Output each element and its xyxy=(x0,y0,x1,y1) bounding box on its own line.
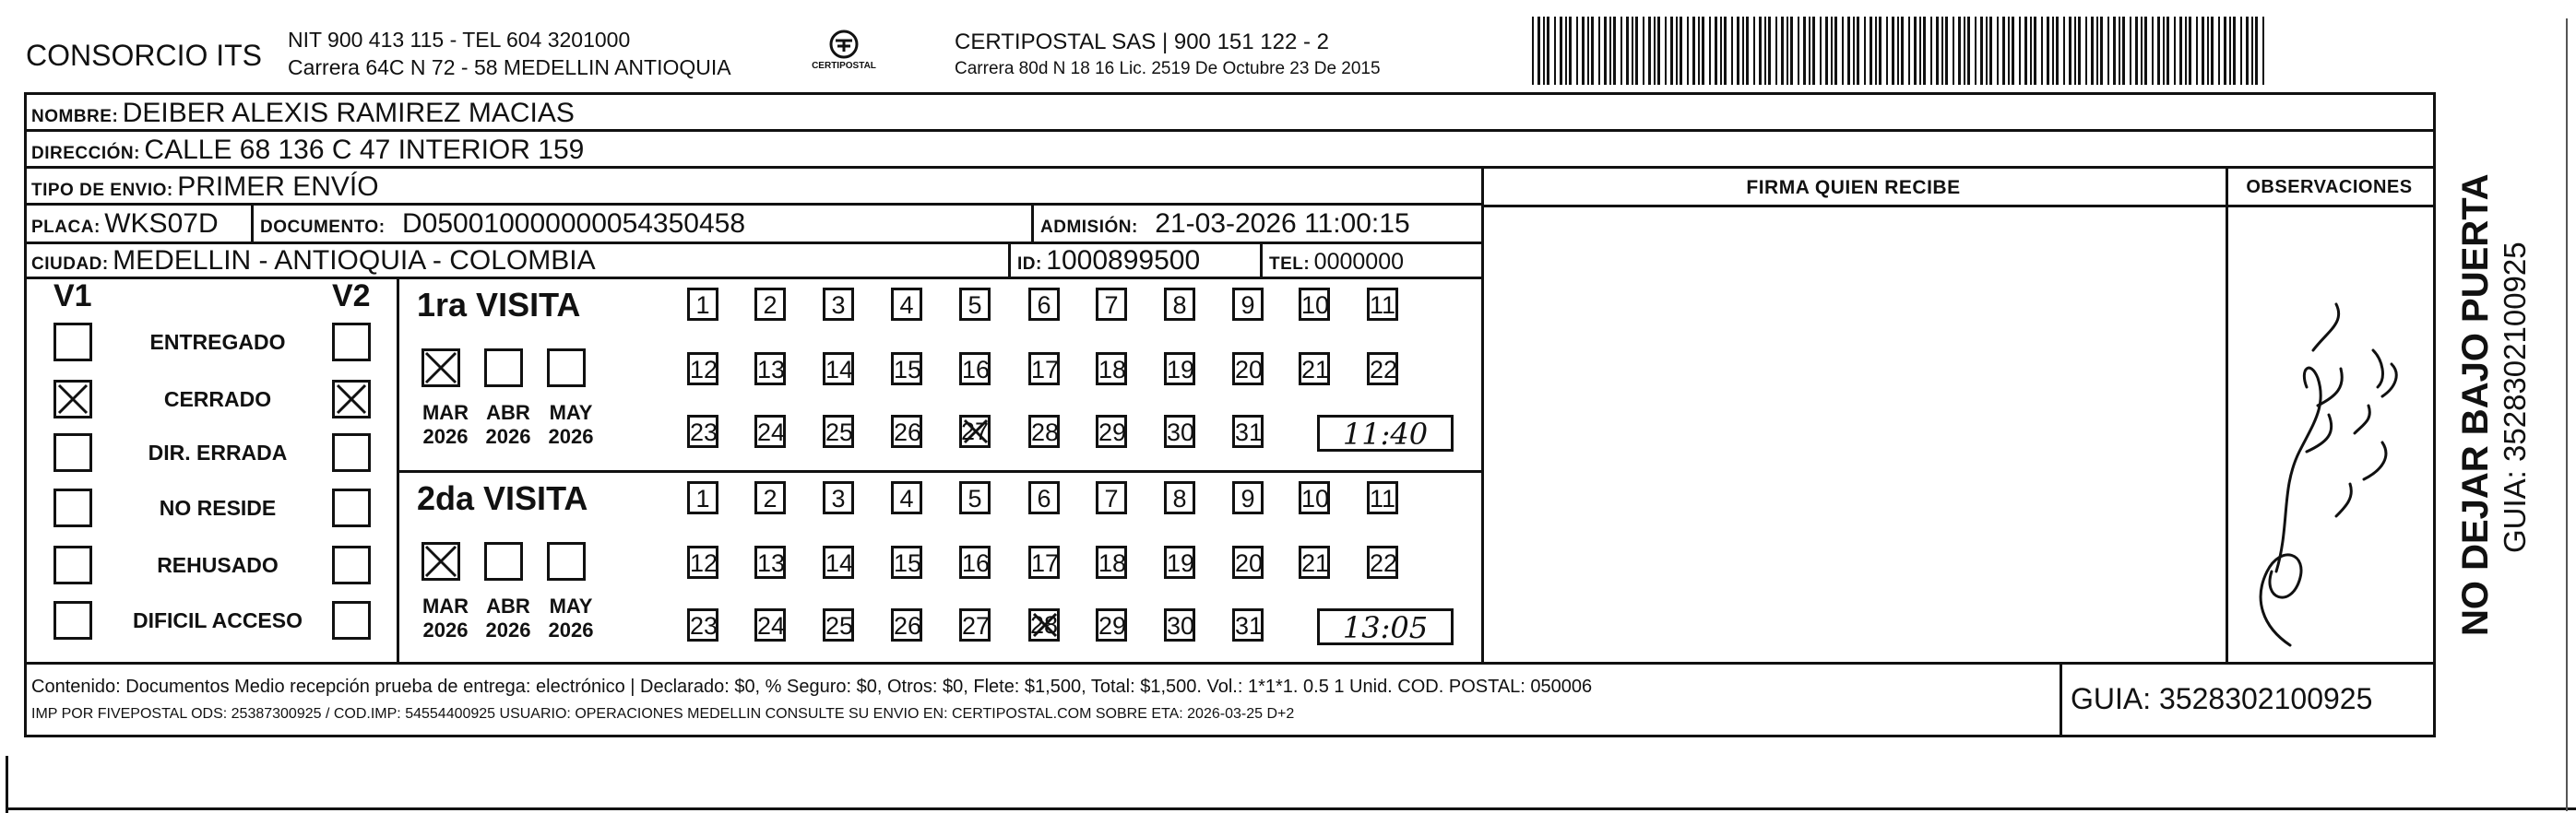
barcode-bar xyxy=(1565,17,1567,85)
month-label: MAR xyxy=(421,595,469,618)
barcode-bar xyxy=(2166,17,2169,85)
barcode-bar xyxy=(1914,17,1917,85)
year-label: 2026 xyxy=(548,619,594,642)
barcode-bar xyxy=(1886,17,1888,85)
day-box[interactable]: 29 xyxy=(1096,415,1127,448)
barcode-bar xyxy=(1759,17,1762,85)
tipo-envio-value: PRIMER ENVÍO xyxy=(177,171,379,202)
year-label: 2026 xyxy=(422,619,469,642)
barcode-bar xyxy=(1598,17,1600,85)
day-box[interactable]: 7 xyxy=(1096,481,1127,514)
warning-text: NO DEJAR BAJO PUERTA xyxy=(2455,173,2496,636)
barcode-bar xyxy=(2255,17,2258,85)
barcode-bar xyxy=(1569,17,1572,85)
day-box[interactable] xyxy=(1028,608,1060,642)
barcode-bar xyxy=(1604,17,1607,85)
day-box[interactable]: 23 xyxy=(687,415,718,448)
tipo-envio-label: TIPO DE ENVIO: xyxy=(31,181,173,200)
v2-checkbox-entregado[interactable] xyxy=(332,323,371,361)
month-label: MAY xyxy=(549,595,593,618)
day-box[interactable]: 11 xyxy=(1367,288,1398,321)
day-box[interactable]: 6 xyxy=(1028,288,1060,321)
day-box[interactable]: 12 xyxy=(687,546,718,579)
day-box[interactable]: 4 xyxy=(891,288,922,321)
barcode-bar xyxy=(2224,17,2226,85)
year-label: 2026 xyxy=(485,425,531,448)
month-label: ABR xyxy=(486,401,530,424)
barcode-bar xyxy=(2218,17,2220,85)
barcode-bar xyxy=(1919,17,1921,85)
barcode-bar xyxy=(1901,17,1904,85)
barcode-bar xyxy=(1620,17,1622,85)
barcode-bar xyxy=(2100,17,2103,85)
barcode-bar xyxy=(2251,17,2253,85)
barcode-bar xyxy=(2113,17,2116,85)
barcode-bar xyxy=(2041,17,2043,85)
v2-checkbox-rehusado[interactable] xyxy=(332,546,371,584)
status-label-dir-errada: DIR. ERRADA xyxy=(148,441,288,465)
v1-checkbox-dificil-acceso[interactable] xyxy=(53,601,92,640)
barcode-bar xyxy=(1560,17,1562,85)
direccion-label: DIRECCIÓN: xyxy=(31,144,140,163)
barcode-bar xyxy=(2229,17,2231,85)
day-box[interactable]: 2 xyxy=(754,288,786,321)
admision-cell xyxy=(1040,208,1410,240)
day-box[interactable]: 28 xyxy=(1028,415,1060,448)
direccion-value: CALLE 68 136 C 47 INTERIOR 159 xyxy=(144,135,585,165)
barcode-bar xyxy=(1809,17,1810,85)
barcode-bar xyxy=(2141,17,2143,85)
barcode-bar xyxy=(1537,17,1540,85)
id-cell xyxy=(1017,245,1200,277)
barcode-bar xyxy=(2012,17,2014,85)
barcode-bar xyxy=(1967,17,1970,85)
day-box[interactable]: 19 xyxy=(1164,546,1195,579)
barcode-bar xyxy=(1798,17,1799,85)
day-box[interactable]: 1 xyxy=(687,481,718,514)
day-box[interactable]: 26 xyxy=(891,415,922,448)
day-box[interactable]: 8 xyxy=(1164,288,1195,321)
barcode-bar xyxy=(1670,17,1673,85)
barcode-bar xyxy=(1720,17,1722,85)
barcode-bar xyxy=(2069,17,2071,85)
barcode-bar xyxy=(1936,17,1939,85)
barcode-bar xyxy=(1768,17,1771,85)
id-value: 1000899500 xyxy=(1046,245,1201,276)
day-box[interactable]: 13 xyxy=(754,546,786,579)
day-box[interactable]: 21 xyxy=(1299,352,1330,385)
month-checkbox-abr[interactable] xyxy=(484,542,523,581)
barcode-bar xyxy=(2152,17,2154,85)
v1-checkbox-rehusado[interactable] xyxy=(53,546,92,584)
barcode-bar xyxy=(2034,17,2036,85)
v2-checkbox-no-reside[interactable] xyxy=(332,489,371,527)
barcode-bar xyxy=(2056,17,2059,85)
year-label: 2026 xyxy=(485,619,531,642)
admision-label: ADMISIÓN: xyxy=(1040,218,1138,237)
placa-cell xyxy=(31,208,219,240)
status-label-rehusado: REHUSADO xyxy=(157,553,279,577)
day-box[interactable]: 3 xyxy=(823,481,854,514)
day-box[interactable]: 22 xyxy=(1367,352,1398,385)
documento-label: DOCUMENTO: xyxy=(260,218,386,237)
barcode-bar xyxy=(1941,17,1943,85)
nombre-value: DEIBER ALEXIS RAMIREZ MACIAS xyxy=(122,98,575,128)
barcode-bar xyxy=(1820,17,1822,85)
barcode-bar xyxy=(1834,17,1837,85)
ciudad-value: MEDELLIN - ANTIOQUIA - COLOMBIA xyxy=(113,245,596,276)
v2-checkbox-dificil-acceso[interactable] xyxy=(332,601,371,640)
barcode-bar xyxy=(2185,17,2187,85)
barcode-bar xyxy=(2078,17,2081,85)
company-address: Carrera 64C N 72 - 58 MEDELLIN ANTIOQUIA xyxy=(288,55,731,79)
barcode-bar xyxy=(1587,17,1589,85)
visit-time-box[interactable]: 13:05 xyxy=(1317,608,1454,645)
barcode-bar xyxy=(1657,17,1660,85)
barcode-bar xyxy=(1980,17,1983,85)
barcode-bar xyxy=(2047,17,2049,85)
day-box[interactable]: 2 xyxy=(754,481,786,514)
day-box[interactable]: 31 xyxy=(1232,415,1264,448)
tel-value: 0000000 xyxy=(1313,249,1404,275)
barcode-bar xyxy=(1532,17,1534,85)
barcode-bar xyxy=(2052,17,2054,85)
day-box[interactable]: 12 xyxy=(687,352,718,385)
barcode-bar xyxy=(2063,17,2065,85)
month-label: MAY xyxy=(549,401,593,424)
company-nit: NIT 900 413 115 - TEL 604 3201000 xyxy=(288,28,631,52)
day-box[interactable]: 7 xyxy=(1096,288,1127,321)
v2-header: V2 xyxy=(332,278,371,313)
year-label: 2026 xyxy=(548,425,594,448)
carrier-name: CERTIPOSTAL SAS | 900 151 122 - 2 xyxy=(955,29,1329,54)
barcode-bar xyxy=(1742,17,1744,85)
year-label: 2026 xyxy=(422,425,469,448)
id-label: ID: xyxy=(1017,254,1042,274)
barcode-bar xyxy=(1576,17,1578,85)
day-box[interactable]: 15 xyxy=(891,546,922,579)
tel-cell xyxy=(1269,249,1404,276)
barcode-bar xyxy=(2202,17,2204,85)
barcode-bar xyxy=(1964,17,1965,85)
day-box[interactable]: 26 xyxy=(891,608,922,642)
certipostal-logo xyxy=(812,28,913,79)
contenido-text: Contenido: Documentos Medio recepción prueba de entrega: electrónico | Declarado: $0, % Seguro: $0, Otros: $0, Flete: $1,500, Total: $1,500. Vol.: 1*1*1. 0.5 1 Unid. COD. POSTAL: 050006 xyxy=(31,677,1593,697)
barcode-bar xyxy=(1958,17,1961,85)
barcode-bar xyxy=(2262,17,2264,85)
barcode-bar xyxy=(2174,17,2176,85)
barcode-bar xyxy=(1715,17,1717,85)
marked-day: 28 xyxy=(1029,611,1059,639)
day-box[interactable]: 29 xyxy=(1096,608,1127,642)
v1-checkbox-no-reside[interactable] xyxy=(53,489,92,527)
barcode-bar xyxy=(1897,17,1899,85)
barcode-bar xyxy=(2211,17,2214,85)
day-box[interactable]: 13 xyxy=(754,352,786,385)
v1-checkbox-entregado[interactable] xyxy=(53,323,92,361)
month-checkbox-mar[interactable] xyxy=(421,348,460,387)
tel-label: TEL: xyxy=(1269,254,1311,274)
nombre-label: NOMBRE: xyxy=(31,107,119,126)
barcode-bar xyxy=(1857,17,1859,85)
barcode-bar xyxy=(2240,17,2242,85)
barcode-bar xyxy=(1591,17,1594,85)
barcode-bar xyxy=(2179,17,2182,85)
day-box[interactable]: 17 xyxy=(1028,546,1060,579)
day-box[interactable]: 6 xyxy=(1028,481,1060,514)
barcode-bar xyxy=(2030,17,2032,85)
barcode-bar xyxy=(1702,17,1704,85)
barcode-bar xyxy=(2019,17,2021,85)
barcode-bar xyxy=(1731,17,1733,85)
barcode-bar xyxy=(2091,17,2094,85)
v1-header: V1 xyxy=(53,278,92,313)
v2-checkbox-dir-errada[interactable] xyxy=(332,433,371,472)
barcode-bar xyxy=(2246,17,2249,85)
visit-title: 1ra VISITA xyxy=(417,286,581,324)
day-box[interactable]: 25 xyxy=(823,415,854,448)
ciudad-label: CIUDAD: xyxy=(31,254,109,274)
barcode-bar xyxy=(1870,17,1872,85)
tipo-envio-row xyxy=(31,171,379,203)
barcode-bar xyxy=(1709,17,1711,85)
month-checkbox-may[interactable] xyxy=(547,542,586,581)
barcode-bar xyxy=(1831,17,1833,85)
barcode-bar xyxy=(2233,17,2236,85)
day-box[interactable]: 27 xyxy=(959,608,991,642)
day-box[interactable]: 16 xyxy=(959,546,991,579)
placa-label: PLACA: xyxy=(31,218,101,237)
barcode-bar xyxy=(1648,17,1651,85)
month-label: MAR xyxy=(421,401,469,424)
month-checkbox-mar[interactable] xyxy=(421,542,460,581)
barcode-bar xyxy=(2002,17,2005,85)
day-box[interactable]: 20 xyxy=(1232,352,1264,385)
barcode-bar xyxy=(1547,17,1549,85)
barcode-bar xyxy=(1609,17,1611,85)
barcode-bar xyxy=(1989,17,1992,85)
day-box[interactable]: 5 xyxy=(959,481,991,514)
v2-checkbox-cerrado[interactable] xyxy=(332,380,371,418)
day-box[interactable]: 1 xyxy=(687,288,718,321)
barcode-bar xyxy=(2085,17,2087,85)
v1-checkbox-dir-errada[interactable] xyxy=(53,433,92,472)
barcode-bar xyxy=(1953,17,1954,85)
barcode-bar xyxy=(1853,17,1855,85)
day-box[interactable]: 21 xyxy=(1299,546,1330,579)
barcode-bar xyxy=(1643,17,1644,85)
documento-value: D050010000000054350458 xyxy=(402,208,746,239)
day-box[interactable]: 24 xyxy=(754,415,786,448)
barcode-bar xyxy=(1923,17,1926,85)
day-box[interactable]: 9 xyxy=(1232,288,1264,321)
barcode-bar xyxy=(1613,17,1616,85)
placa-value: WKS07D xyxy=(104,208,219,239)
day-box[interactable]: 24 xyxy=(754,608,786,642)
barcode-bar xyxy=(1676,17,1678,85)
barcode-bar xyxy=(1875,17,1877,85)
barcode-bar xyxy=(1812,17,1815,85)
day-box[interactable]: 30 xyxy=(1164,608,1195,642)
barcode-bar xyxy=(1764,17,1766,85)
barcode-bar xyxy=(1753,17,1755,85)
barcode-bar xyxy=(2096,17,2098,85)
day-box[interactable]: 18 xyxy=(1096,546,1127,579)
barcode xyxy=(1526,17,2273,85)
day-box[interactable]: 11 xyxy=(1367,481,1398,514)
barcode-bar xyxy=(1698,17,1700,85)
status-label-dificil-acceso: DIFICIL ACCESO xyxy=(132,608,303,632)
barcode-bar xyxy=(1945,17,1948,85)
day-box[interactable]: 14 xyxy=(823,352,854,385)
barcode-bar xyxy=(1665,17,1667,85)
barcode-bar xyxy=(2119,17,2120,85)
barcode-bar xyxy=(1737,17,1739,85)
barcode-bar xyxy=(1790,17,1793,85)
barcode-bar xyxy=(2157,17,2160,85)
day-box[interactable]: 18 xyxy=(1096,352,1127,385)
barcode-bar xyxy=(1930,17,1932,85)
barcode-bar xyxy=(1632,17,1633,85)
barcode-bar xyxy=(2008,17,2010,85)
day-box[interactable]: 15 xyxy=(891,352,922,385)
barcode-bar xyxy=(1654,17,1656,85)
firma-header: FIRMA QUIEN RECIBE xyxy=(1746,177,1961,198)
day-box[interactable]: 22 xyxy=(1367,546,1398,579)
barcode-bar xyxy=(1986,17,1988,85)
barcode-bar xyxy=(1997,17,1999,85)
signature xyxy=(2226,295,2433,654)
barcode-bar xyxy=(2207,17,2209,85)
barcode-bar xyxy=(1847,17,1850,85)
barcode-bar xyxy=(2189,17,2191,85)
barcode-bar xyxy=(2196,17,2198,85)
barcode-bar xyxy=(2122,17,2125,85)
day-box[interactable]: 10 xyxy=(1299,481,1330,514)
barcode-bar xyxy=(1582,17,1585,85)
day-box[interactable]: 31 xyxy=(1232,608,1264,642)
barcode-bar xyxy=(2024,17,2027,85)
day-box[interactable]: 9 xyxy=(1232,481,1264,514)
nombre-row xyxy=(31,98,575,129)
barcode-bar xyxy=(2074,17,2076,85)
barcode-bar xyxy=(1554,17,1556,85)
barcode-bar xyxy=(1635,17,1638,85)
side-guia-text: GUIA: 3528302100925 xyxy=(2498,242,2532,553)
barcode-bar xyxy=(1781,17,1784,85)
barcode-bar xyxy=(1892,17,1894,85)
v1-checkbox-cerrado[interactable] xyxy=(53,380,92,418)
day-box[interactable] xyxy=(959,415,991,448)
day-box[interactable]: 5 xyxy=(959,288,991,321)
barcode-bar xyxy=(1864,17,1866,85)
logo-text: CERTIPOSTAL xyxy=(812,61,876,71)
day-box[interactable]: 14 xyxy=(823,546,854,579)
barcode-bar xyxy=(1692,17,1695,85)
imp-text: IMP POR FIVEPOSTAL ODS: 25387300925 / COD.IMP: 54554400925 USUARIO: OPERACIONES MEDELLIN CONSULTE SU ENVIO EN: CERTIPOSTAL.COM SOBRE ETA: 2026-03-25 D+2 xyxy=(31,706,1295,722)
barcode-bar xyxy=(1787,17,1788,85)
day-box[interactable]: 20 xyxy=(1232,546,1264,579)
day-box[interactable]: 16 xyxy=(959,352,991,385)
barcode-bar xyxy=(1746,17,1749,85)
visit-time-box[interactable]: 11:40 xyxy=(1317,415,1454,452)
direccion-row xyxy=(31,135,584,166)
barcode-bar xyxy=(1975,17,1977,85)
month-checkbox-may[interactable] xyxy=(547,348,586,387)
day-box[interactable]: 19 xyxy=(1164,352,1195,385)
barcode-bar xyxy=(1775,17,1777,85)
barcode-bar xyxy=(1908,17,1910,85)
day-box[interactable]: 10 xyxy=(1299,288,1330,321)
company-name: CONSORCIO ITS xyxy=(26,39,263,72)
day-box[interactable]: 23 xyxy=(687,608,718,642)
day-box[interactable]: 4 xyxy=(891,481,922,514)
visit-title: 2da VISITA xyxy=(417,479,588,517)
day-box[interactable]: 25 xyxy=(823,608,854,642)
month-label: ABR xyxy=(486,595,530,618)
barcode-bar xyxy=(1626,17,1629,85)
ciudad-cell xyxy=(31,245,596,277)
barcode-bar xyxy=(2107,17,2109,85)
marked-day: 27 xyxy=(960,418,990,445)
month-checkbox-abr[interactable] xyxy=(484,348,523,387)
status-label-no-reside: NO RESIDE xyxy=(159,496,277,520)
barcode-bar xyxy=(2135,17,2138,85)
day-box[interactable]: 8 xyxy=(1164,481,1195,514)
barcode-bar xyxy=(1687,17,1689,85)
admision-value: 21-03-2026 11:00:15 xyxy=(1155,208,1410,239)
carrier-address: Carrera 80d N 18 16 Lic. 2519 De Octubre 23 De 2015 xyxy=(955,59,1381,78)
barcode-bar xyxy=(1803,17,1806,85)
day-box[interactable]: 17 xyxy=(1028,352,1060,385)
barcode-bar xyxy=(1879,17,1882,85)
observaciones-header: OBSERVACIONES xyxy=(2246,177,2413,197)
barcode-bar xyxy=(2163,17,2165,85)
barcode-bar xyxy=(1724,17,1727,85)
status-label-entregado: ENTREGADO xyxy=(149,330,286,354)
barcode-bar xyxy=(1842,17,1844,85)
day-box[interactable]: 3 xyxy=(823,288,854,321)
barcode-bar xyxy=(1825,17,1828,85)
status-label-cerrado: CERRADO xyxy=(163,387,272,411)
footer-guia: GUIA: 3528302100925 xyxy=(2071,682,2373,715)
barcode-bar xyxy=(1680,17,1682,85)
day-box[interactable]: 30 xyxy=(1164,415,1195,448)
documento-cell xyxy=(260,208,745,240)
barcode-bar xyxy=(2144,17,2147,85)
barcode-bar xyxy=(1543,17,1545,85)
barcode-bar xyxy=(2130,17,2131,85)
